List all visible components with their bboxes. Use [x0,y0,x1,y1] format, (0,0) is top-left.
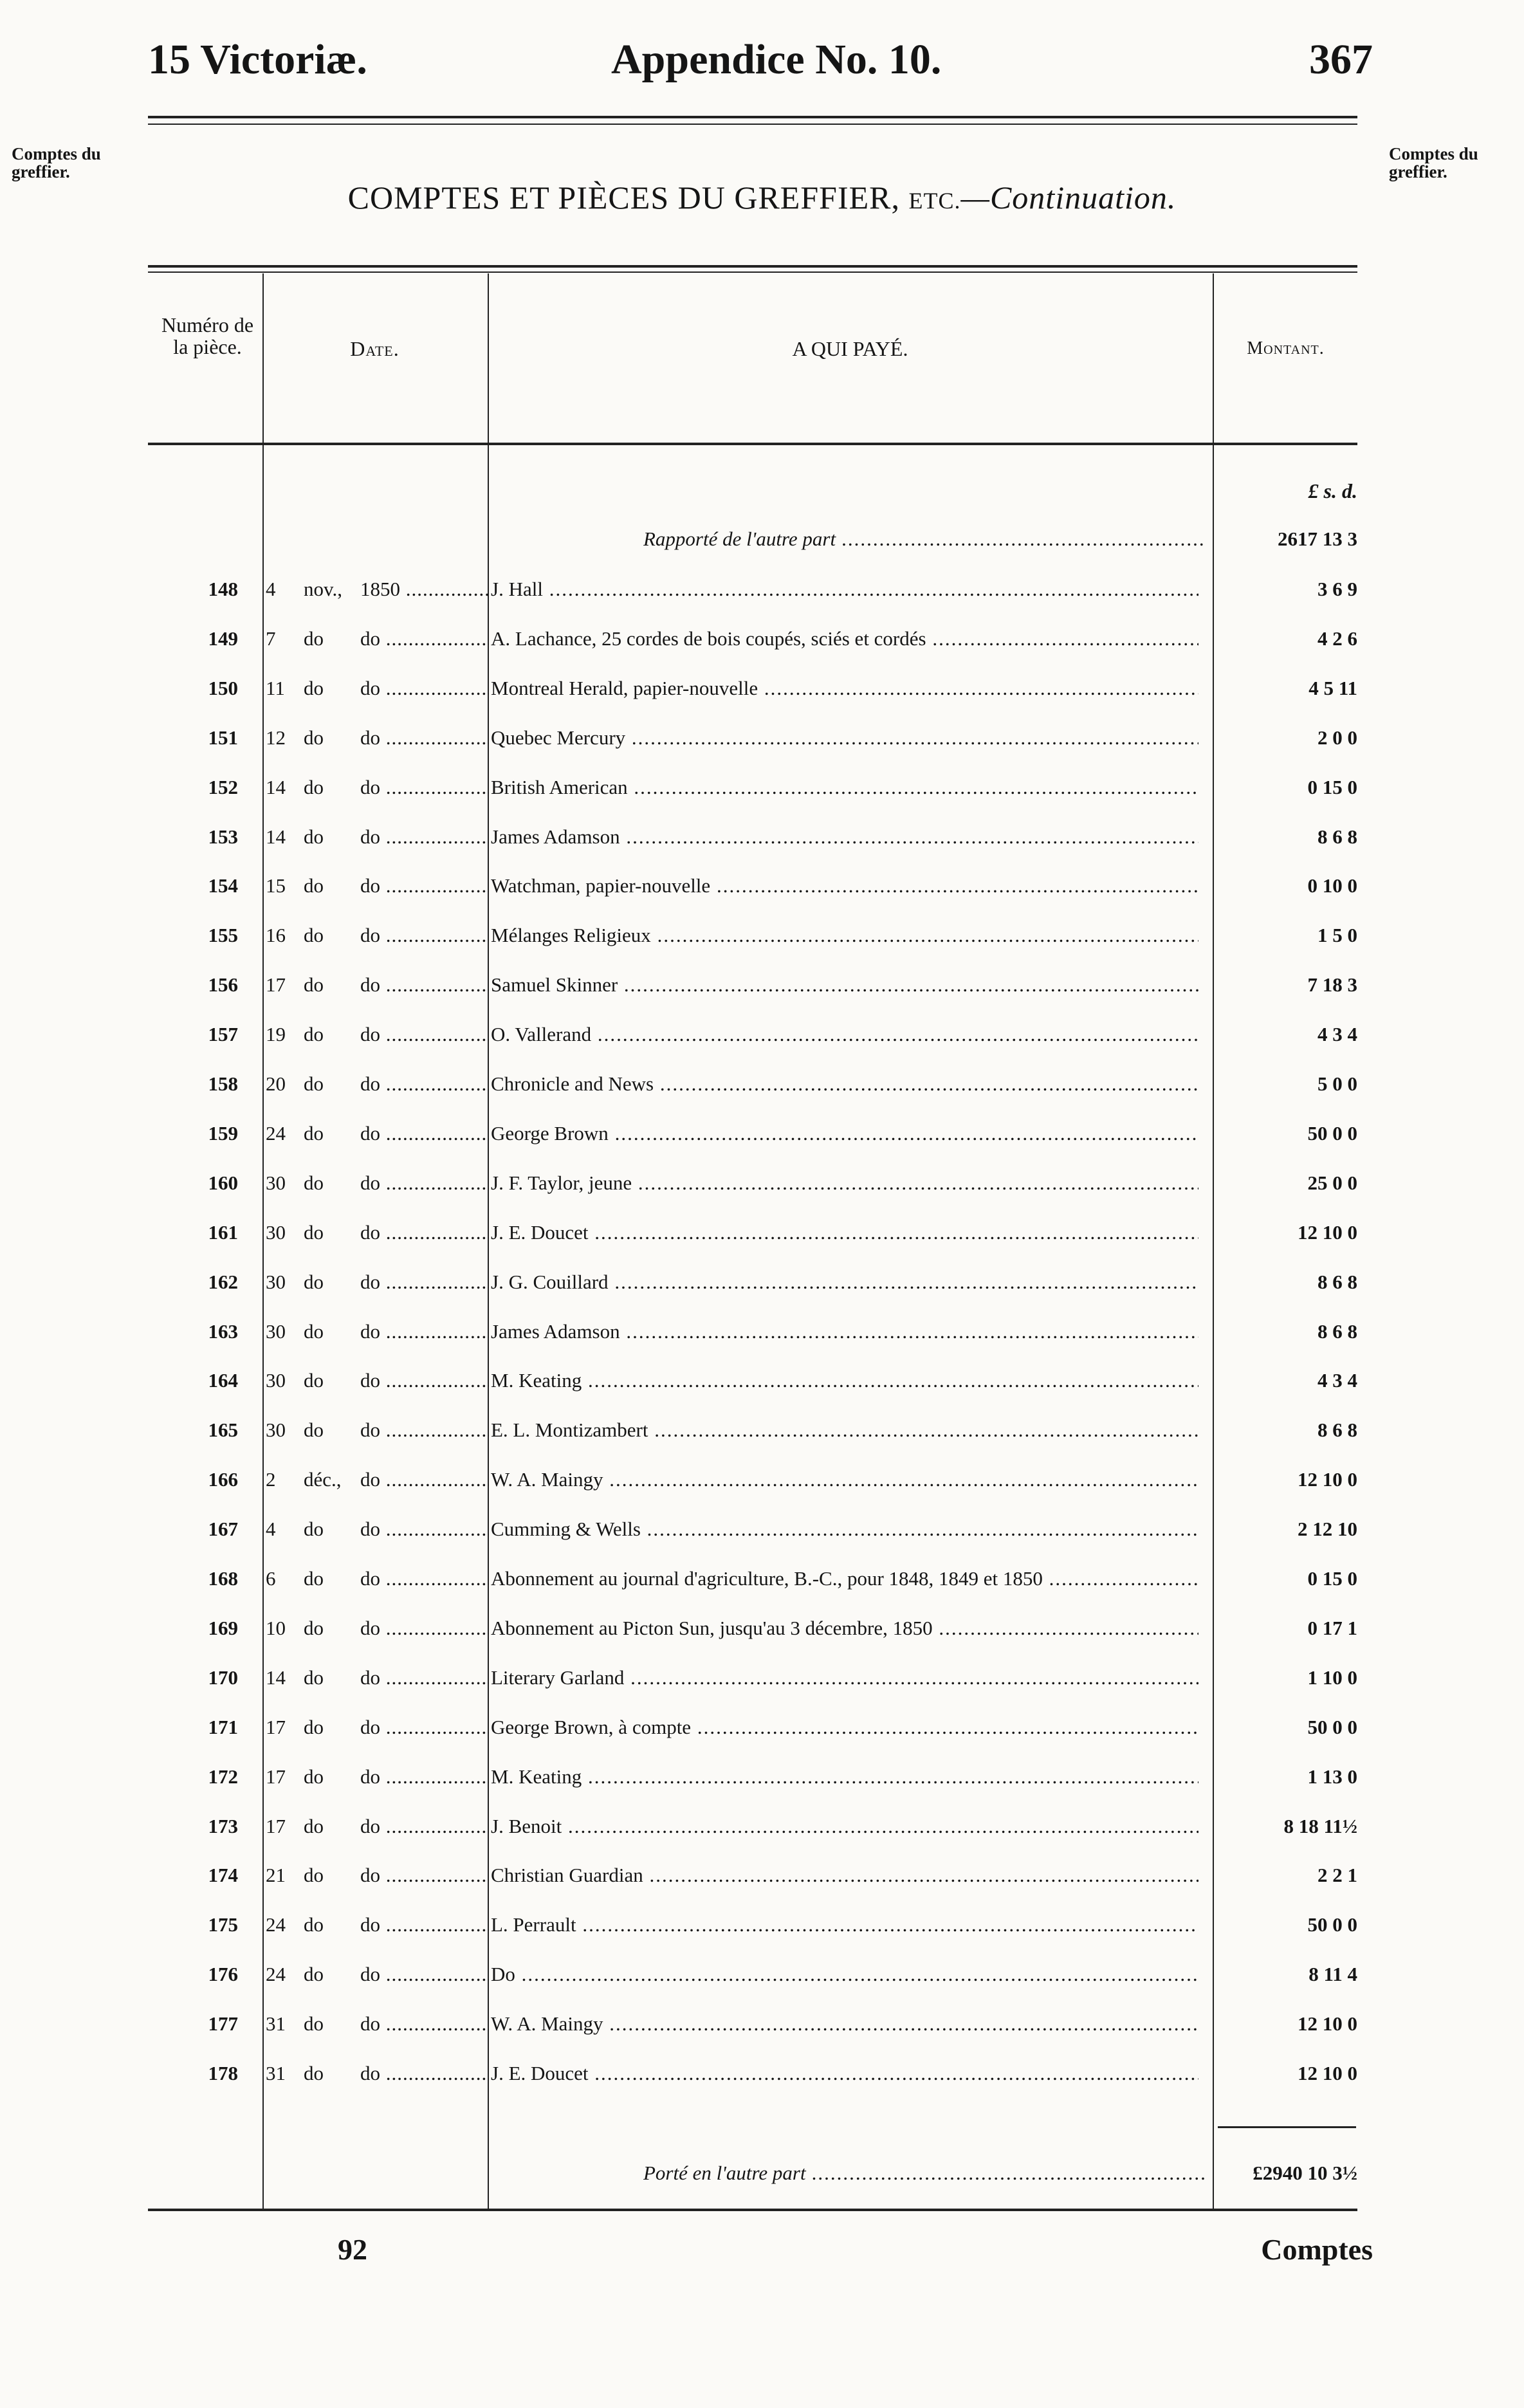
entry-number: 169 [208,1617,238,1639]
brought-forward-label: Rapporté de l'autre part ..... [643,528,1206,551]
entry-year: do ..... [360,1864,489,1887]
table-row [0,627,1524,676]
entry-year: do ..... [360,1369,489,1392]
entry-year: do ..... [360,1023,489,1046]
entry-month: do [304,1172,324,1194]
entry-amount: 0 17 1 [1307,1617,1357,1639]
table-row [0,1419,1524,1467]
entry-payee: A. Lachance, 25 cordes de bois coupés, sciés et cordés ..... [491,627,1198,650]
money-units: £ s. d. [1308,479,1357,502]
entry-amount: 1 5 0 [1317,924,1357,946]
entry-year: do ..... [360,1271,489,1294]
entry-number: 160 [208,1172,238,1194]
table-row [0,1271,1524,1319]
entry-year: do ..... [360,874,489,897]
entry-payee: Abonnement au Picton Sun, jusqu'au 3 décembre, 1850 ..... [491,1617,1198,1640]
entry-day: 30 [266,1271,286,1293]
entry-amount: 1 13 0 [1307,1765,1357,1788]
entry-number: 173 [208,1815,238,1837]
entry-year: do ..... [360,1617,489,1640]
table-row [0,1172,1524,1220]
table-head-rule [148,443,1357,445]
entry-number: 150 [208,677,238,699]
entry-month: do [304,1567,324,1590]
entry-amount: 5 0 0 [1317,1072,1357,1095]
entry-payee: British American ..... [491,776,1198,799]
entry-amount: 0 15 0 [1307,776,1357,798]
table-row [0,1369,1524,1418]
entry-day: 24 [266,1122,286,1144]
entry-month: do [304,776,324,798]
entry-payee: O. Vallerand ..... [491,1023,1198,1046]
entry-day: 24 [266,1963,286,1985]
entry-month: do [304,2012,324,2035]
table-row [0,776,1524,825]
entry-month: do [304,1617,324,1639]
entry-day: 14 [266,1666,286,1689]
col-header-amount: Montant. [1247,338,1325,358]
entry-payee: Christian Guardian ..... [491,1864,1198,1887]
carried-forward-amount: £2940 10 3½ [1253,2162,1357,2184]
table-row [0,1567,1524,1616]
table-row [0,924,1524,973]
entry-year: do ..... [360,1518,489,1541]
document-title [0,179,1524,216]
entry-payee: M. Keating ..... [491,1369,1198,1392]
table-row [0,1122,1524,1171]
table-row [0,677,1524,726]
entry-year: do ..... [360,924,489,947]
entry-number: 170 [208,1666,238,1689]
entry-month: do [304,1765,324,1788]
entry-month: do [304,1913,324,1936]
entry-day: 20 [266,1072,286,1095]
entry-day: 30 [266,1419,286,1441]
entry-payee: J. Hall ..... [491,578,1198,601]
margin-note-left: Comptes du greffier. [12,144,101,181]
entry-year: do ..... [360,1122,489,1145]
entry-number: 178 [208,2062,238,2084]
margin-note-right: Comptes du greffier. [1389,144,1478,181]
entry-year: do ..... [360,2012,489,2036]
table-row [0,726,1524,775]
entry-year: do ..... [360,1221,489,1244]
entry-payee: Cumming & Wells ..... [491,1518,1198,1541]
col-header-date: Date. [350,337,399,360]
entry-amount: 3 6 9 [1317,578,1357,600]
entry-payee: Mélanges Religieux ..... [491,924,1198,947]
entry-day: 31 [266,2062,286,2084]
entry-amount: 8 6 8 [1317,825,1357,848]
entry-amount: 12 10 0 [1298,2062,1357,2084]
entry-day: 10 [266,1617,286,1639]
entry-amount: 4 3 4 [1317,1369,1357,1392]
entry-month: do [304,1271,324,1293]
table-row [0,1221,1524,1270]
entry-amount: 50 0 0 [1307,1122,1357,1144]
entry-amount: 8 6 8 [1317,1320,1357,1343]
table-row [0,1913,1524,1962]
entry-year: do ..... [360,726,489,749]
entry-number: 158 [208,1072,238,1095]
entry-payee: Quebec Mercury ..... [491,726,1198,749]
table-rule-top [148,265,1357,268]
entry-year: do ..... [360,1963,489,1986]
entry-month: do [304,973,324,996]
entry-month: do [304,1518,324,1540]
entry-payee: Samuel Skinner ..... [491,973,1198,997]
entry-number: 163 [208,1320,238,1343]
entry-year: do ..... [360,2062,489,2085]
carried-forward-label: Porté en l'autre part ..... [643,2162,1206,2185]
entry-amount: 12 10 0 [1298,2012,1357,2035]
entry-payee: James Adamson ..... [491,825,1198,849]
entry-month: do [304,677,324,699]
table-row [0,1072,1524,1121]
entry-payee: Montreal Herald, papier-nouvelle ..... [491,677,1198,700]
entry-day: 14 [266,825,286,848]
entry-month: nov., [304,578,342,600]
entry-year: do ..... [360,1716,489,1739]
entry-day: 30 [266,1320,286,1343]
entry-number: 164 [208,1369,238,1392]
entry-day: 6 [266,1567,276,1590]
entry-amount: 8 11 4 [1308,1963,1357,1985]
table-row [0,973,1524,1022]
entry-month: do [304,1221,324,1244]
page-number: 367 [1309,36,1373,83]
table-row [0,2062,1524,2111]
entry-amount: 8 18 11½ [1283,1815,1357,1837]
entry-number: 174 [208,1864,238,1886]
entry-payee: James Adamson ..... [491,1320,1198,1343]
brought-forward-row [0,528,1524,576]
entry-payee: George Brown, à compte ..... [491,1716,1198,1739]
entry-day: 2 [266,1468,276,1491]
entry-amount: 12 10 0 [1298,1221,1357,1244]
entry-day: 14 [266,776,286,798]
entry-payee: M. Keating ..... [491,1765,1198,1788]
entry-amount: 1 10 0 [1307,1666,1357,1689]
table-row [0,1518,1524,1567]
entry-number: 168 [208,1567,238,1590]
entry-month: do [304,1369,324,1392]
table-row [0,1023,1524,1072]
entry-amount: 4 5 11 [1308,677,1357,699]
col-header-number: Numéro de la pièce. [161,313,254,358]
entry-day: 19 [266,1023,286,1045]
entry-day: 4 [266,578,276,600]
sum-rule [1218,2126,1356,2128]
entry-year: do ..... [360,1913,489,1936]
entry-month: do [304,825,324,848]
title-etc: ETC. [908,188,961,214]
entry-day: 21 [266,1864,286,1886]
entry-number: 177 [208,2012,238,2035]
table-row [0,1617,1524,1666]
entry-payee: Do ..... [491,1963,1198,1986]
entry-year: do ..... [360,1072,489,1096]
entry-payee: J. Benoit ..... [491,1815,1198,1838]
entry-number: 159 [208,1122,238,1144]
entry-month: do [304,1023,324,1045]
entry-amount: 0 10 0 [1307,874,1357,897]
table-row [0,1320,1524,1369]
signature-mark: 92 [338,2233,367,2266]
entry-year: do ..... [360,825,489,849]
table-row [0,2012,1524,2061]
entry-number: 166 [208,1468,238,1491]
title-continuation: —Continuation. [960,179,1177,216]
table-row [0,1716,1524,1765]
entry-year: do ..... [360,1666,489,1689]
entry-month: do [304,1320,324,1343]
entry-payee: Chronicle and News ..... [491,1072,1198,1096]
entry-number: 171 [208,1716,238,1738]
entry-payee: W. A. Maingy ..... [491,2012,1198,2036]
table-row [0,825,1524,874]
entry-day: 15 [266,874,286,897]
entry-month: do [304,726,324,749]
entry-month: do [304,924,324,946]
entry-day: 17 [266,1815,286,1837]
entry-amount: 8 6 8 [1317,1419,1357,1441]
entry-amount: 0 15 0 [1307,1567,1357,1590]
entry-number: 149 [208,627,238,650]
entry-year: do ..... [360,1765,489,1788]
entry-number: 156 [208,973,238,996]
entry-number: 165 [208,1419,238,1441]
entry-day: 30 [266,1221,286,1244]
table-row [0,1864,1524,1913]
entry-month: do [304,1419,324,1441]
entry-number: 148 [208,578,238,600]
entry-year: do ..... [360,1815,489,1838]
table-row [0,1963,1524,2012]
entry-number: 176 [208,1963,238,1985]
entry-amount: 25 0 0 [1307,1172,1357,1194]
table-rule-top-thin [148,271,1357,273]
entry-payee: Literary Garland ..... [491,1666,1198,1689]
table-row [0,874,1524,923]
entry-month: do [304,1122,324,1144]
entry-day: 17 [266,973,286,996]
catchword: Comptes [1261,2233,1373,2266]
entry-year: do ..... [360,1172,489,1195]
entry-year: do ..... [360,973,489,997]
entry-payee: J. F. Taylor, jeune ..... [491,1172,1198,1195]
entry-month: déc., [304,1468,342,1491]
entry-year: do ..... [360,627,489,650]
entry-amount: 4 3 4 [1317,1023,1357,1045]
entry-year: do ..... [360,1320,489,1343]
entry-number: 162 [208,1271,238,1293]
entry-year: do ..... [360,1567,489,1590]
entry-payee: Abonnement au journal d'agriculture, B.-C., pour 1848, 1849 et 1850 ..... [491,1567,1198,1590]
entry-payee: W. A. Maingy ..... [491,1468,1198,1491]
entry-month: do [304,1666,324,1689]
entry-amount: 8 6 8 [1317,1271,1357,1293]
entry-month: do [304,2062,324,2084]
table-row [0,578,1524,627]
entry-year: do ..... [360,1468,489,1491]
header-rule-bottom [148,124,1357,125]
entry-day: 30 [266,1172,286,1194]
entry-day: 17 [266,1716,286,1738]
entry-day: 11 [266,677,285,699]
entry-number: 155 [208,924,238,946]
entry-payee: J. E. Doucet ..... [491,1221,1198,1244]
entry-payee: J. G. Couillard ..... [491,1271,1198,1294]
entry-number: 152 [208,776,238,798]
entry-amount: 4 2 6 [1317,627,1357,650]
table-row [0,1666,1524,1715]
entry-year: do ..... [360,677,489,700]
entry-number: 151 [208,726,238,749]
entry-number: 175 [208,1913,238,1936]
entry-number: 154 [208,874,238,897]
brought-forward-amount: 2617 13 3 [1278,528,1357,550]
entry-month: do [304,1072,324,1095]
entry-month: do [304,1815,324,1837]
entry-year: 1850 ..... [360,578,489,601]
entry-month: do [304,874,324,897]
entry-amount: 50 0 0 [1307,1913,1357,1936]
entry-day: 17 [266,1765,286,1788]
table-row [0,1815,1524,1864]
entry-day: 16 [266,924,286,946]
entry-amount: 2 12 10 [1298,1518,1357,1540]
entry-month: do [304,1963,324,1985]
entry-day: 30 [266,1369,286,1392]
entry-payee: J. E. Doucet ..... [491,2062,1198,2085]
running-head-session: 15 Victoriæ. [148,36,367,83]
entry-number: 161 [208,1221,238,1244]
entry-amount: 7 18 3 [1307,973,1357,996]
entry-month: do [304,1716,324,1738]
entry-payee: Watchman, papier-nouvelle ..... [491,874,1198,897]
entry-day: 31 [266,2012,286,2035]
entry-day: 7 [266,627,276,650]
header-rule-top [148,116,1357,118]
entry-month: do [304,1864,324,1886]
entry-year: do ..... [360,776,489,799]
entry-amount: 12 10 0 [1298,1468,1357,1491]
table-row [0,1468,1524,1517]
entry-payee: L. Perrault ..... [491,1913,1198,1936]
entry-amount: 2 2 1 [1317,1864,1357,1886]
entry-day: 12 [266,726,286,749]
entry-day: 24 [266,1913,286,1936]
entry-payee: E. L. Montizambert ..... [491,1419,1198,1442]
running-head-appendix: Appendice No. 10. [611,36,942,83]
entry-payee: George Brown ..... [491,1122,1198,1145]
entry-amount: 50 0 0 [1307,1716,1357,1738]
table-row [0,1765,1524,1814]
entry-number: 153 [208,825,238,848]
entry-number: 167 [208,1518,238,1540]
entry-amount: 2 0 0 [1317,726,1357,749]
entry-day: 4 [266,1518,276,1540]
title-main: COMPTES ET PIÈCES DU GREFFIER, [347,179,909,216]
entry-year: do ..... [360,1419,489,1442]
entry-number: 157 [208,1023,238,1045]
col-header-payee: A QUI PAYÉ. [792,337,908,360]
carried-forward-row [0,2162,1524,2210]
entry-number: 172 [208,1765,238,1788]
entry-month: do [304,627,324,650]
